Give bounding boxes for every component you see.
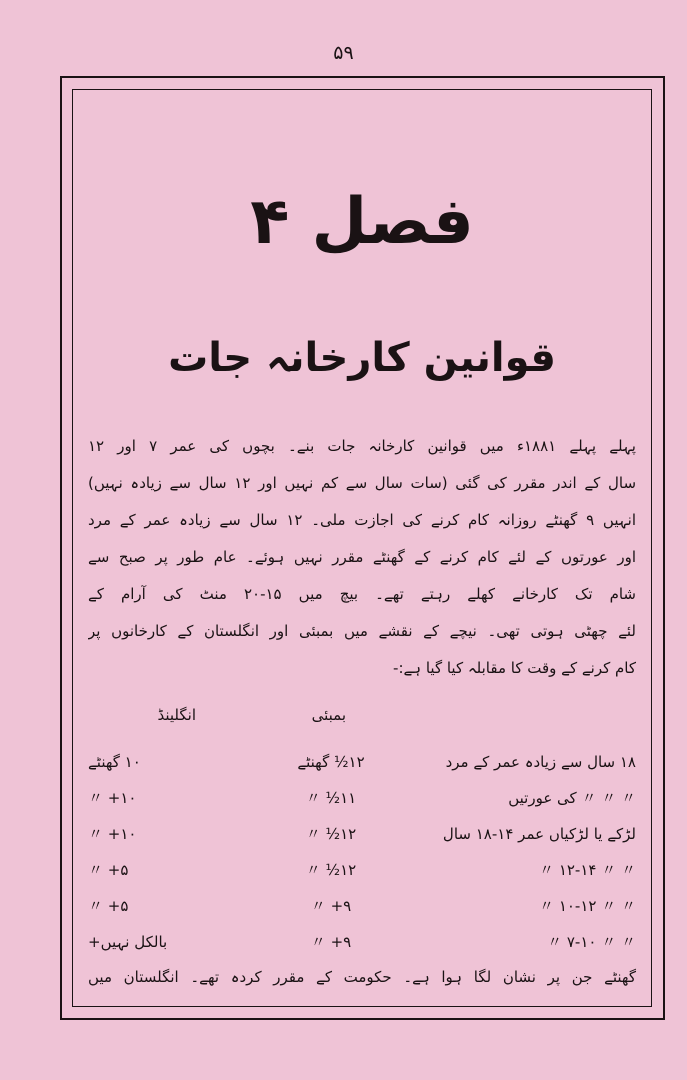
england-hours: بالکل نہیں+ <box>88 933 168 951</box>
paragraph-line: لئے چھٹی ہوتی تھی۔ نیچے کے نقشے میں بمبئی اور انگلستان کے کارخانوں پر <box>88 622 636 640</box>
paragraph-line: انہیں ۹ گھنٹے روزانہ کام کرنے کی اجازت ملی۔ ۱۲ سال سے زیادہ عمر کے مرد <box>88 511 636 529</box>
england-hours: ۵+ 〃 <box>88 861 129 879</box>
row-label: 〃 〃 ۱۰-۱۲ 〃 <box>539 897 636 915</box>
chapter-heading: فصل ۴ <box>250 185 474 259</box>
row-label: 〃 〃 〃 کی عورتیں <box>508 789 636 807</box>
bombay-hours: ۱۲½ 〃 <box>305 825 357 843</box>
paragraph-line: پہلے پہلے ۱۸۸۱ء میں قوانین کارخانہ جات بنے۔ بچوں کی عمر ۷ اور ۱۲ <box>88 437 636 455</box>
table-row <box>88 888 636 924</box>
row-label: لڑکے یا لڑکیاں عمر ۱۴-۱۸ سال <box>442 825 636 843</box>
table-header <box>88 700 636 744</box>
footnote-line: گھنٹے جن پر نشان لگا ہوا ہے۔ حکومت کے مقرر کردہ تھے۔ انگلستان میں <box>88 968 636 986</box>
table-row <box>88 816 636 852</box>
row-label: ۱۸ سال سے زیادہ عمر کے مرد <box>445 753 636 771</box>
chapter-title: قوانین کارخانہ جات <box>168 335 556 381</box>
england-hours: ۱۰+ 〃 <box>88 789 137 807</box>
header-bombay: بمبئی <box>311 706 346 724</box>
paragraph-line: اور عورتوں کے لئے کام کرنے کے گھنٹے مقرر نہیں ہوئے۔ عام طور پر صبح سے <box>88 548 636 566</box>
bombay-hours: ۱۱½ 〃 <box>305 789 357 807</box>
bombay-hours: ۹+ 〃 <box>310 897 352 915</box>
england-hours: ۱۰ گھنٹے <box>88 753 141 771</box>
table-row <box>88 852 636 888</box>
england-hours: ۱۰+ 〃 <box>88 825 137 843</box>
table-row <box>88 780 636 816</box>
body-paragraph <box>88 428 636 687</box>
bombay-hours: ۱۲½ گھنٹے <box>297 753 365 771</box>
bombay-hours: ۱۲½ 〃 <box>305 861 357 879</box>
england-hours: ۵+ 〃 <box>88 897 129 915</box>
header-england: انگلینڈ <box>157 706 196 724</box>
page-number: ۵۹ <box>333 42 354 64</box>
bombay-hours: ۹+ 〃 <box>310 933 352 951</box>
paragraph-line: سال کے اندر مقرر کی گئی (سات سال سے کم نہیں اور ۱۲ سال سے زیادہ نہیں) <box>88 474 636 492</box>
paragraph-line: کام کرنے کے وقت کا مقابلہ کیا گیا ہے:- <box>393 659 636 677</box>
table-row <box>88 744 636 780</box>
working-hours-table <box>88 700 636 960</box>
paragraph-line: شام تک کارخانے کھلے رہتے تھے۔ بیچ میں ۱۵-۲۰ منٹ کی آرام کے <box>88 585 636 603</box>
table-row <box>88 924 636 960</box>
row-label: 〃 〃 ۱۲-۱۴ 〃 <box>539 861 636 879</box>
row-label: 〃 〃 ۷-۱۰ 〃 <box>547 933 636 951</box>
